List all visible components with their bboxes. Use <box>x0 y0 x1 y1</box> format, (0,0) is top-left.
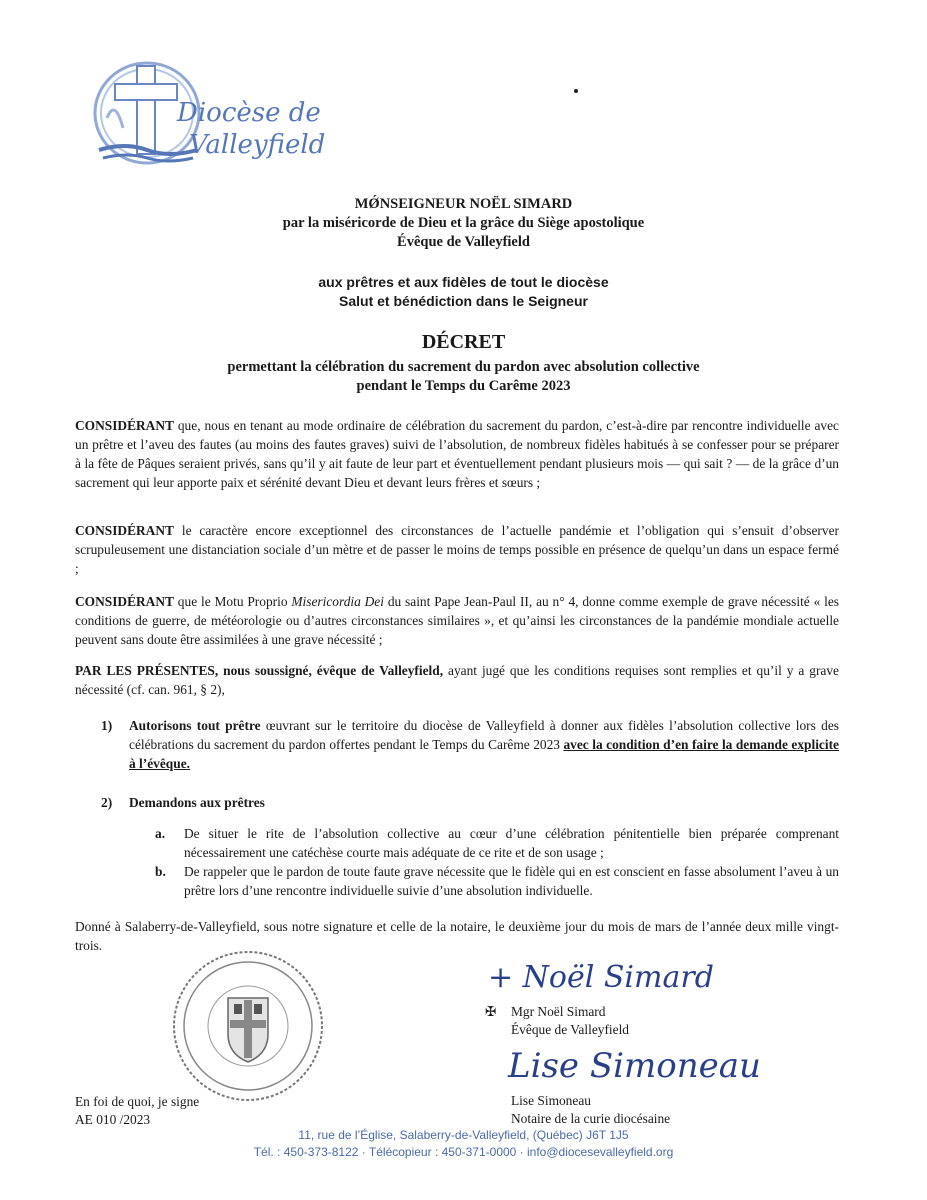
p2-text: le caractère encore exceptionnel des circonstances de l’actuelle pandémie et l’obligation qui s’ensuit d’observer scrupuleusement une distanciation sociale d’un mètre et de passer le moins de temps possible en présence de quelqu’un dans un espace fermé ; <box>75 523 839 576</box>
given-at: Donné à Salaberry-de-Valleyfield, sous notre signature et celle de la notaire, le deuxième jour du mois de mars de l’année deux mille vingt-trois. <box>75 919 839 953</box>
bishop-line3: Évêque de Valleyfield <box>397 234 530 250</box>
subitem-a-text: De situer le rite de l’absolution collective au cœur d’une célébration pénitentielle bien préparée comprenant nécessairement une catéchèse courte mais adéquate de ce rite et de son usage ; <box>184 826 839 860</box>
bishop-signature: + Noël Simard <box>488 960 714 995</box>
paragraph-considerant-1 <box>75 416 839 492</box>
diocese-logo <box>85 58 345 178</box>
notary-signature: Lise Simoneau <box>508 1046 761 1086</box>
footer-contact: Tél. : 450-373-8122 · Télécopieur : 450-371-0000 · info@diocesevalleyfield.org <box>253 1145 674 1159</box>
subitem-b-label: b. <box>155 864 166 879</box>
p3-text-b: du saint Pape Jean-Paul II, au n° 4, donne comme exemple de grave nécessité « les conditions de guerre, de météorologie ou d’autres circonstances similaires », et qu’ainsi les circonstances de la pandémie mondiale actuelle peuvent sans doute être assimilées à une grave nécessité ; <box>75 594 839 647</box>
bishop-title-sign: Évêque de Valleyfield <box>511 1022 629 1037</box>
notary-title: Notaire de la curie diocésaine <box>511 1111 671 1126</box>
address-line1: aux prêtres et aux fidèles de tout le diocèse <box>318 274 609 290</box>
subitem-b-text: De rappeler que le pardon de toute faute grave nécessite que le fidèle qui en est conscient en fasse absolument l’aveu à un prêtre lors d’une rencontre individuelle suivie d’une absolution individuelle. <box>184 864 839 898</box>
logo-line2: Valleyfield <box>189 130 326 160</box>
p1-lead: CONSIDÉRANT <box>75 418 174 433</box>
subitem-a-label: a. <box>155 826 166 841</box>
p3-italic: Misericordia Dei <box>291 594 384 609</box>
bishop-cross-icon: ✠ <box>485 1004 497 1019</box>
paragraph-considerant-3 <box>75 592 839 649</box>
p3-lead: CONSIDÉRANT <box>75 594 174 609</box>
footer-address: 11, rue de l’Église, Salaberry-de-Valleyfield, (Québec) J6T 1J5 <box>298 1128 629 1142</box>
bishop-name: MǾNSEIGNEUR NOËL SIMARD <box>354 196 573 212</box>
reference-number: AE 010 /2023 <box>75 1112 151 1127</box>
diocesan-seal-icon <box>168 946 328 1106</box>
decree-subtitle1: permettant la célébration du sacrement du pardon avec absolution collective <box>227 359 700 375</box>
notary-name: Lise Simoneau <box>511 1093 591 1108</box>
item1-text <box>129 716 839 773</box>
address-line2: Salut et bénédiction dans le Seigneur <box>339 293 588 309</box>
decree-title: DÉCRET <box>421 331 506 353</box>
p1-text: que, nous en tenant au mode ordinaire de célébration du sacrement du pardon, c’est-à-dire par rencontre individuelle avec un prêtre et l’aveu des fautes (au moins des fautes graves) suivi de l’absolution, de nombreux fidèles habitués à se confesser pour se préparer à la fête de Pâques seraient privés, sans qu’il y ait faute de leur part et éventuellement pendant plusieurs mois — qui sait ? — de la grâce d’un sacrement qui leur apporte paix et sérénité devant Dieu et devant leurs frères et sœurs ; <box>75 418 839 490</box>
paragraph-considerant-2 <box>75 521 839 578</box>
stray-dot <box>574 89 578 93</box>
p3-text-a: que le Motu Proprio <box>173 594 292 609</box>
item1-body: œuvrant sur le territoire du diocèse de Valleyfield à donner aux fidèles l’absolution collective lors des célébrations du sacrement du pardon offertes pendant le Temps du Carême 2023 <box>129 718 839 752</box>
bishop-name-sign: Mgr Noël Simard <box>511 1004 606 1019</box>
item2-lead: Demandons aux prêtres <box>129 795 265 810</box>
decree-subtitle2: pendant le Temps du Carême 2023 <box>356 378 571 394</box>
item1-condition: avec la condition d’en faire la demande explicite à l’évêque. <box>129 737 839 771</box>
p4-lead: PAR LES PRÉSENTES, nous soussigné, évêque de Valleyfield, <box>75 663 444 678</box>
item1-number: 1) <box>101 718 113 733</box>
item2-number: 2) <box>101 795 113 810</box>
bishop-line2: par la miséricorde de Dieu et la grâce du Siège apostolique <box>282 215 645 231</box>
p2-lead: CONSIDÉRANT <box>75 523 174 538</box>
p4-text: ayant jugé que les conditions requises sont remplies et qu’il y a grave nécessité (cf. can. 961, § 2), <box>75 663 839 697</box>
logo-line1: Diocèse de <box>177 98 321 128</box>
item1-lead: Autorisons tout prêtre <box>129 718 261 733</box>
en-foi: En foi de quoi, je signe <box>75 1094 200 1109</box>
paragraph-par-les-presentes <box>75 661 839 699</box>
